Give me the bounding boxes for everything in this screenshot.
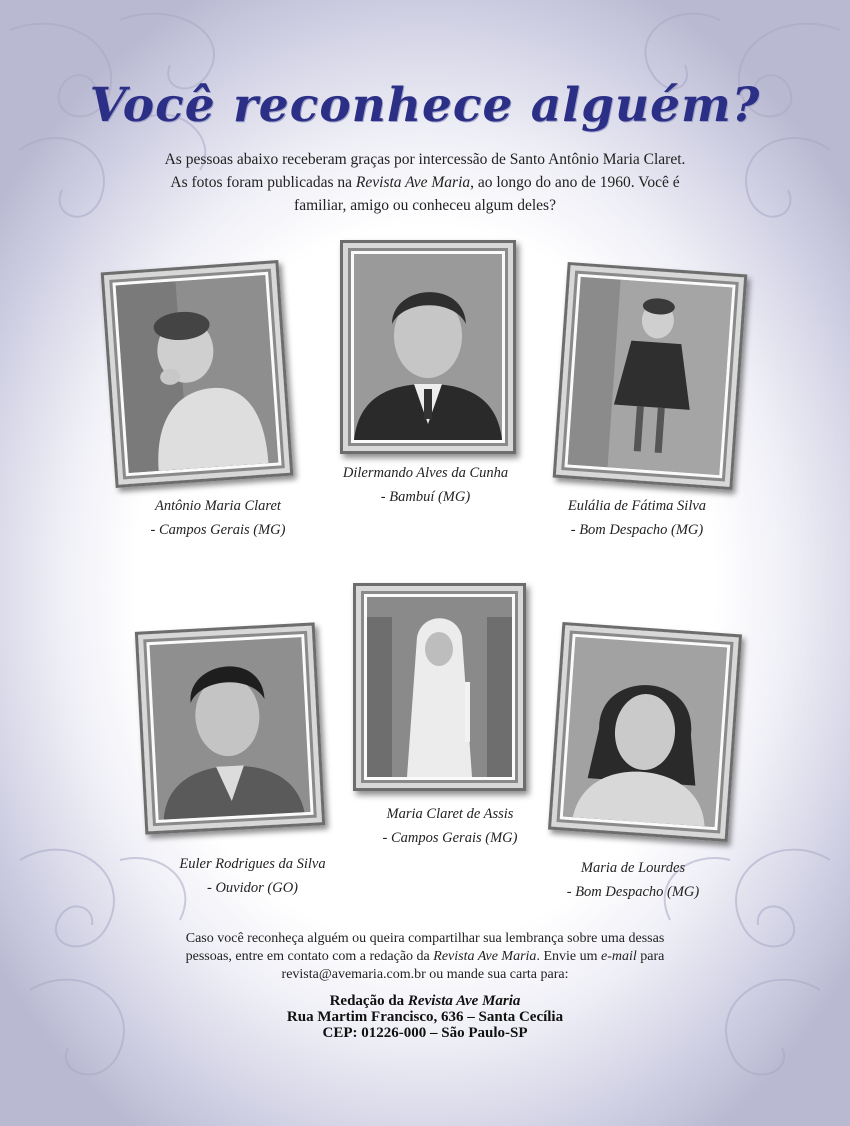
mailing-address <box>200 993 650 1041</box>
caption-2 <box>318 461 533 509</box>
photo-frame-4 <box>135 622 325 834</box>
photo-frame-6 <box>548 622 742 842</box>
page-title: Você reconhece alguém? <box>89 78 761 133</box>
person-name: Antônio Maria Claret <box>155 498 281 514</box>
portrait-photo-1 <box>116 275 279 473</box>
caption-5 <box>340 802 560 850</box>
caption-3 <box>527 494 747 542</box>
intro-line-2: As fotos foram publicadas na Revista Ave Maria, ao longo do ano de 1960. Você é <box>170 174 680 191</box>
caption-1 <box>108 494 328 542</box>
portrait-photo-3 <box>568 277 733 475</box>
person-name: Maria Claret de Assis <box>386 806 514 822</box>
person-name: Dilermando Alves da Cunha <box>342 465 509 481</box>
photo-frame-1 <box>101 260 294 488</box>
person-place: - Ouvidor (GO) <box>206 880 298 896</box>
footer-line-3: revista@avemaria.com.br ou mande sua carta para: <box>281 967 569 982</box>
person-place: - Campos Gerais (MG) <box>150 522 286 538</box>
intro-line-3: familiar, amigo ou conheceu algum deles? <box>294 197 556 214</box>
person-place: - Bambuí (MG) <box>380 489 471 505</box>
person-name: Eulália de Fátima Silva <box>567 498 707 514</box>
contact-paragraph <box>145 930 705 984</box>
photo-frame-3 <box>553 262 748 490</box>
person-place: - Bom Despacho (MG) <box>570 522 704 538</box>
intro-line-1: As pessoas abaixo receberam graças por intercessão de Santo Antônio Maria Claret. <box>164 151 686 168</box>
address-line-3: CEP: 01226-000 – São Paulo-SP <box>322 1025 528 1041</box>
person-name: Euler Rodrigues da Silva <box>179 856 326 872</box>
address-line-1: Redação da Revista Ave Maria <box>329 993 521 1009</box>
caption-4 <box>140 852 365 900</box>
portrait-photo-4 <box>150 637 311 820</box>
photo-frame-5 <box>353 583 526 791</box>
person-place: - Campos Gerais (MG) <box>382 830 518 846</box>
address-line-2: Rua Martim Francisco, 636 – Santa Cecília <box>286 1009 564 1025</box>
footer-line-2: pessoas, entre em contato com a redação da Revista Ave Maria. Envie um e-mail para <box>185 949 665 964</box>
caption-6 <box>528 856 738 904</box>
portrait-photo-6 <box>563 637 727 827</box>
intro-text <box>130 148 720 217</box>
person-name: Maria de Lourdes <box>580 860 686 876</box>
photo-frame-2 <box>340 240 516 454</box>
portrait-photo-5 <box>367 597 512 777</box>
portrait-photo-2 <box>354 254 502 440</box>
footer-line-1: Caso você reconheça alguém ou queira compartilhar sua lembrança sobre uma dessas <box>185 931 665 946</box>
person-place: - Bom Despacho (MG) <box>566 884 700 900</box>
